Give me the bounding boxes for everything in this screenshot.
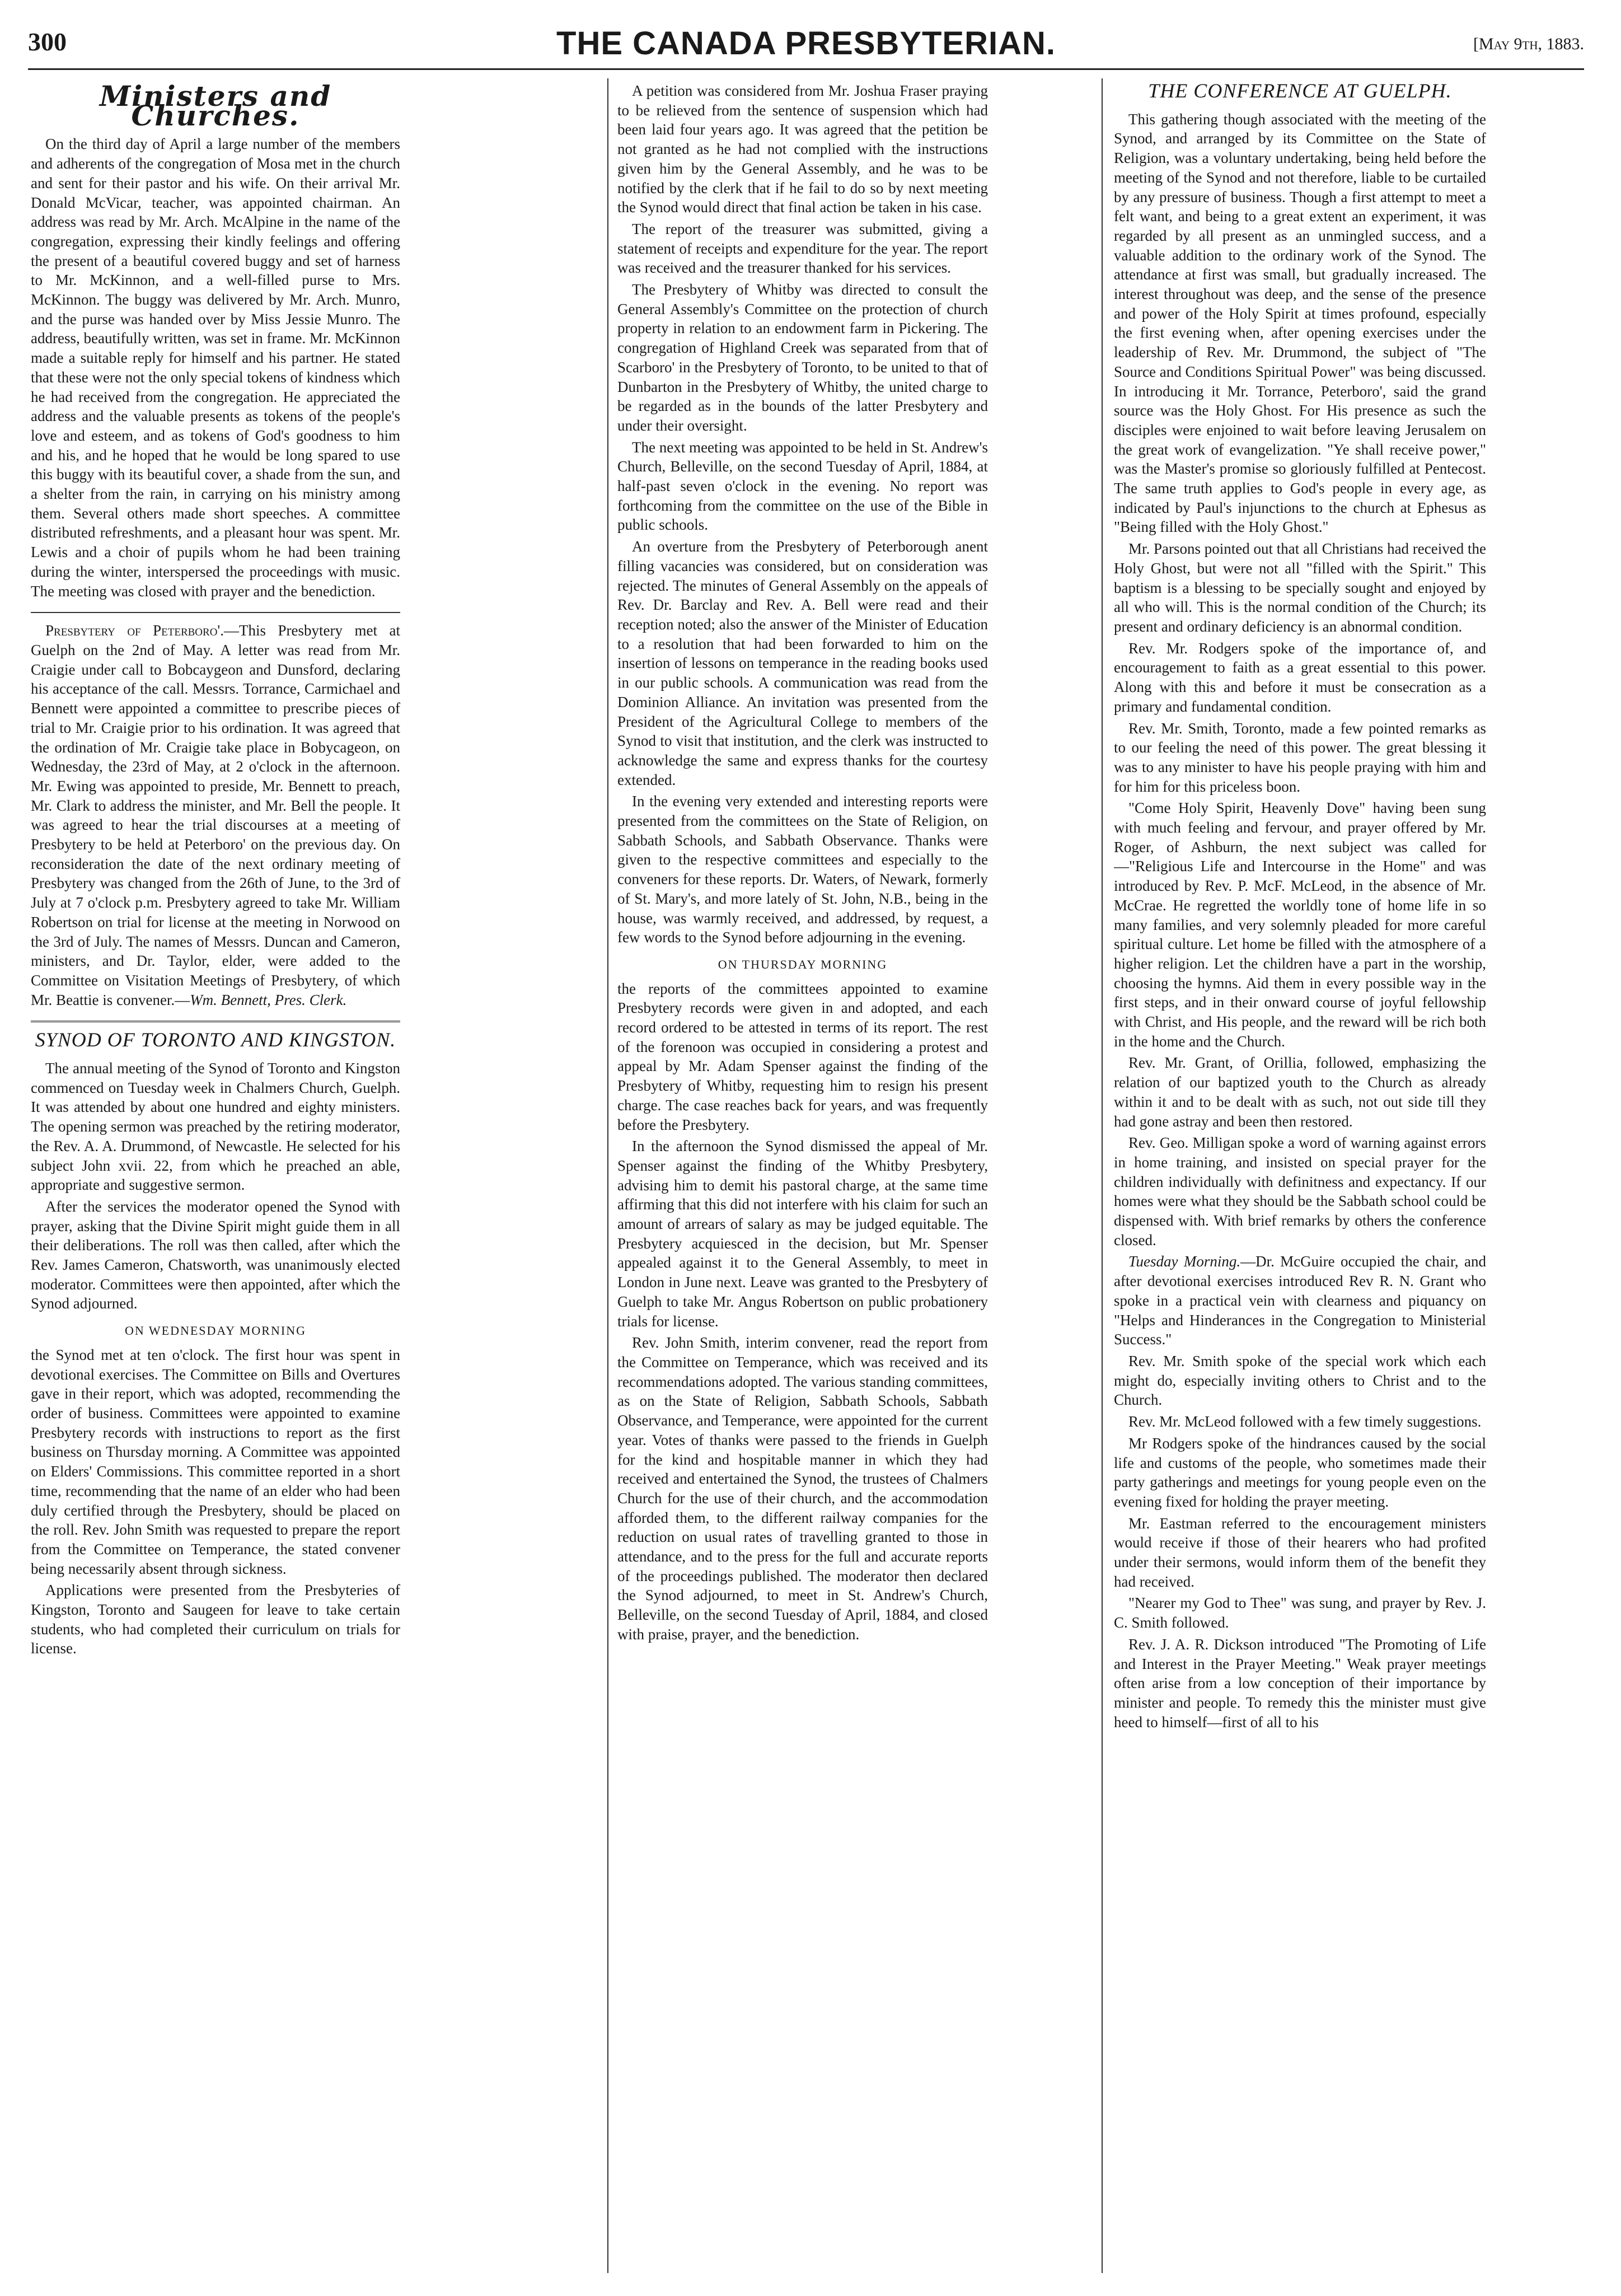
article-paragraph: Applications were presented from the Presbyteries of Kingston, Toronto and Saugeen for leave to take certain students, who had completed their curriculum on trials for license.	[31, 1582, 400, 1657]
article-paragraph: the Synod met at ten o'clock. The first hour was spent in devotional exercises. The Committee on Bills and Overtures gave in their report, which was adopted, recommending the order of business. Committees were appointed to examine Presbytery records with instructions to report as the first business on Thursday morning. A Committee was appointed on Elders' Commissions. This committee reported in a short time, recommending that the name of an elder who had been duly certified through the Presbytery, should be placed on the roll. Rev. John Smith was requested to prepare the report from the Committee on Temperance, the stated convener being necessarily absent through sickness.	[31, 1346, 400, 1577]
article-paragraph: After the services the moderator opened the Synod with prayer, asking that the Divine Spirit might guide them in all their deliberations. The roll was then called, after which the Rev. James Cameron, Chatsworth, was unanimously elected moderator. Committees were then appointed, after which the Synod adjourned.	[31, 1198, 400, 1312]
page-number: 300	[28, 27, 67, 56]
article-paragraph: The next meeting was appointed to be held in St. Andrew's Church, Belleville, on the second Tuesday of April, 1884, at half-past seven o'clock in the evening. No report was forthcoming from the committee on the use of the Bible in public schools.	[617, 438, 988, 534]
article-paragraph: Mr. Eastman referred to the encouragement ministers would receive if those of their hearers who had profited under their sermons, would inform them of the benefit they had received.	[1114, 1514, 1486, 1590]
article-paragraph: In the evening very extended and interesting reports were presented from the committees on the State of Religion, on Sabbath Schools, and Sabbath Observance. Thanks were given to the respective committees and especially to the conveners for these reports. Dr. Waters, of Newark, formerly of St. Mary's, and more lately of St. John, N.B., being in the house, was warmly received, and addressed, by request, a few words to the Synod before adjourning in the evening.	[617, 793, 988, 946]
signature: Wm. Bennett, Pres. Clerk.	[190, 991, 347, 1008]
paragraph-lead: Tuesday Morning.	[1128, 1253, 1241, 1270]
article-paragraph: Rev. Mr. Smith, Toronto, made a few pointed remarks as to our feeling the need of this power. The great blessing it was to any minister to have his people praying with him and for him for this priceless boon.	[1114, 719, 1486, 795]
article-paragraph: On the third day of April a large number of the members and adherents of the congregation of Mosa met in the church and sent for their pastor and his wife. On their arrival Mr. Donald McVicar, teacher, was appointed chairman. An address was read by Mr. Arch. McAlpine in the name of the congregation, expressing their kindly feelings and offering the present of a beautiful covered buggy and set of harness to Mr. McKinnon, and a well-filled purse to Mrs. McKinnon. The buggy was delivered by Mr. Arch. Munro, and the purse was handed over by Miss Jessie Munro. The address, beautifully written, was set in frame. Mr. McKinnon made a suitable reply for himself and his partner. He stated that these were not the only special tokens of kindness which he had received from the congregation. He appreciated the address and the valuable presents as tokens of the people's love and esteem, and as tokens of God's goodness to him and his, and he hoped that he would be long spared to use this buggy with its beautiful cover, a shade from the sun, and a shelter from the rain, in carrying on his ministry among them. Several others made short speeches. A committee distributed refreshments, and a pleasant hour was spent. Mr. Lewis and a choir of pupils whom he had been training during the winter, interspersed the proceedings with music. The meeting was closed with prayer and the benediction.	[31, 135, 400, 600]
article-paragraph: The annual meeting of the Synod of Toronto and Kingston commenced on Tuesday week in Chalmers Church, Guelph. It was attended by about one hundred and eighty ministers. The opening sermon was preached by the retiring moderator, the Rev. A. A. Drummond, of Newcastle. He selected for his subject John xvii. 22, from which he preached an able, appropriate and suggestive sermon.	[31, 1060, 400, 1194]
masthead	[28, 22, 1584, 67]
article-paragraph: The report of the treasurer was submitted, giving a statement of receipts and expenditure for the year. The report was received and the treasurer thanked for his services.	[617, 220, 988, 277]
article-paragraph: Rev. J. A. R. Dickson introduced "The Promoting of Life and Interest in the Prayer Meeting." Weak prayer meetings often arise from a low conception of their importance by minister and people. To remedy this the minister must give heed to himself—first of all to his	[1114, 1635, 1486, 1731]
paragraph-body: —Dr. McGuire occupied the chair, and after devotional exercises introduced Rev R. N. Grant who spoke in a practical vein with clearness and piquancy on "Helps and Hinderances in the Congregation to Ministerial Success."	[1114, 1253, 1486, 1348]
article-paragraph: The Presbytery of Whitby was directed to consult the General Assembly's Committee on the protection of church property in relation to an endowment farm in Pickering. The congregation of Highland Creek was separated from that of Scarboro' in the Presbytery of Toronto, to be united to that of Dunbarton in the Presbytery of Whitby, the united charge to be regarded as in the bounds of the latter Presbytery and under their oversight.	[617, 281, 988, 434]
column-1	[31, 81, 400, 2265]
article-paragraph: Mr Rodgers spoke of the hindrances caused by the social life and customs of the people, who sometimes made their party gatherings and meetings for young people even on the evening fixed for holding the prayer meeting.	[1114, 1434, 1486, 1510]
article-paragraph: "Come Holy Spirit, Heavenly Dove" having been sung with much feeling and fervour, and prayer offered by Mr. Roger, of Ashburn, the next subject was called for—"Religious Life and Intercourse in the Home" and was introduced by Rev. P. McF. McLeod, in the absence of Mr. McCrae. He regretted the worldly tone of home life in so many families, and very solemnly pleaded for more careful spiritual culture. Let home be filled with the atmosphere of a higher religion. Let the children have a part in the worship, choosing the hymns. Aid them in every possible way in the first steps, and in their onward course of joyful fellowship with Christ, and His people, and the reward will be rich both in the home and the Church.	[1114, 799, 1486, 1050]
masthead-rule	[28, 68, 1584, 70]
article-paragraph: Rev. John Smith, interim convener, read the report from the Committee on Temperance, which was received and its recommendations adopted. The various standing committees, as on the State of Religion, Sabbath Schools, Sabbath Observance, and Temperance, were appointed for the current year. Votes of thanks were passed to the friends in Guelph for the kind and hospitable manner in which they had received and entertained the Synod, the trustees of Chalmers Church for the use of their church, and the accommodation afforded them, to the different railway companies for the reduction on usual rates of travelling granted to those in attendance, and to the press for the full and accurate reports of the proceedings published. The moderator then declared the Synod adjourned, to meet in St. Andrew's Church, Belleville, on the second Tuesday of April, 1884, and closed with praise, prayer, and the benediction.	[617, 1334, 988, 1643]
article-paragraph: Rev. Mr. Grant, of Orillia, followed, emphasizing the relation of our baptized youth to the Church as already within it and to be dealt with as such, not out side till they had gone astray and been then restored.	[1114, 1054, 1486, 1130]
issue-date: [May 9th, 1883.	[1473, 35, 1584, 53]
paragraph-body: —This Presbytery met at Guelph on the 2nd of May. A letter was read from Mr. Craigie under call to Bobcaygeon and Dunsford, declaring his acceptance of the call. Messrs. Torrance, Carmichael and Bennett were appointed a committee to prescribe pieces of trial to Mr. Craigie prior to his ordination. It was agreed that the ordination of Mr. Craigie take place in Bobycageon, on Wednesday, the 23rd of May, at 2 o'clock in the afternoon. Mr. Ewing was appointed to preside, Mr. Bennett to preach, Mr. Clark to address the minister, and Mr. Bell the people. It was agreed to hear the trial discourses at a meeting of Presbytery to be held at Peterboro' on the previous day. On reconsideration the date of the next ordinary meeting of Presbytery was changed from the 26th of June, to the 3rd of July at 7 o'clock p.m. Presbytery agreed to take Mr. William Robertson on trial for license at the meeting in Norwood on the 3rd of July. The names of Messrs. Duncan and Cameron, ministers, and Dr. Taylor, elder, were added to the Committee on Visitation Meetings of Presbytery, of which Mr. Beattie is convener.—	[31, 622, 400, 1008]
article-paragraph: In the afternoon the Synod dismissed the appeal of Mr. Spenser against the finding of the Whitby Presbytery, advising him to demit his pastoral charge, at the same time affirming that this did not interfere with his claim for such an amount of arrears of salary as may be judged equitable. The Presbytery acquiesced in the decision, but Mr. Spenser appealed against it to the General Assembly, to meet in London in June next. Leave was granted to the Presbytery of Guelph to take Mr. Angus Robertson on public probationery trials for license.	[617, 1138, 988, 1330]
article-paragraph: Rev. Mr. Smith spoke of the special work which each might do, especially inviting others to Christ and to the Church.	[1114, 1353, 1486, 1409]
divider	[31, 1021, 400, 1025]
subheading: ON WEDNESDAY MORNING	[125, 1324, 306, 1338]
article-paragraph	[1114, 1252, 1486, 1349]
article-paragraph: "Nearer my God to Thee" was sung, and prayer by Rev. J. C. Smith followed.	[1114, 1594, 1486, 1631]
article-paragraph: the reports of the committees appointed to examine Presbytery records were given in and adopted, and each record ordered to be attested in terms of its report. The rest of the forenoon was occupied in considering a protest and appeal by Mr. Adam Spenser against the finding of the Presbytery of Whitby, requesting him to resign his present charge. The case reaches back for years, and was frequently before the Presbytery.	[617, 980, 988, 1133]
article-paragraph: An overture from the Presbytery of Peterborough anent filling vacancies was considered, but on consideration was rejected. The minutes of General Assembly on the appeals of Rev. Dr. Barclay and Rev. A. Bell were read and their reception noted; also the answer of the Minister of Education to a resolution that had been forwarded to him on the insertion of lessons on temperance in the reading books used in our public schools. A communication was read from the Dominion Alliance. An invitation was presented from the President of the Agricultural College to members of the Synod to visit that institution, and the clerk was instructed to acknowledge the same and express thanks for the courtesy extended.	[617, 538, 988, 788]
article-paragraph: Mr. Parsons pointed out that all Christians had received the Holy Ghost, but were not all "filled with the Spirit." This baptism is a blessing to be specially sought and enjoyed by all who will. This is the normal condition of the Church; its present and ordinary deficiency is an abnormal condition.	[1114, 540, 1486, 635]
column-divider	[1102, 78, 1103, 2273]
article-paragraph: Rev. Mr. Rodgers spoke of the importance of, and encouragement to faith as a great essential to this power. Along with this and before it must be consecration as a primary and fundamental condition.	[1114, 639, 1486, 715]
column-2	[617, 81, 988, 2265]
column-divider	[607, 78, 608, 2273]
newspaper-title: THE CANADA PRESBYTERIAN.	[556, 25, 1056, 62]
article-paragraph: A petition was considered from Mr. Joshua Fraser praying to be relieved from the sentence of suspension which had been laid four years ago. It was agreed that the petition be not granted as he had not complied with the instructions given him by the General Assembly, and he was to be notified by the clerk that if he fail to do so by next meeting the Synod would direct that final action be taken in his case.	[617, 82, 988, 216]
paragraph-lead: Presbytery of Peterboro'.	[45, 622, 224, 639]
article-heading: THE CONFERENCE AT GUELPH.	[1148, 81, 1452, 102]
divider	[31, 612, 400, 613]
section-title: Ministers and Churches.	[99, 81, 332, 132]
article-paragraph	[31, 621, 400, 1009]
article-paragraph: This gathering though associated with the meeting of the Synod, and arranged by its Committee on the State of Religion, was a voluntary undertaking, being held before the meeting of the Synod and not therefore, liable to be curtailed by any pressure of business. Though a first attempt to meet a felt want, and being to a great extent an experiment, it was regarded by all present as an unmingled success, and a valuable addition to the ordinary work of the Synod. The attendance at first was small, but gradually increased. The interest throughout was deep, and the sense of the presence and power of the Holy Spirit at times profound, especially the first evening when, after opening exercises under the leadership of Rev. Mr. Drummond, the subject of "The Source and Conditions Spiritual Power" was being discussed. In introducing it Mr. Torrance, Peterboro', said the grand source was the Holy Ghost. For His presence as such the disciples were enjoined to wait before leaving Jerusalem on the great work of evangelization. "Ye shall receive power," was the Master's promise so gloriously fulfilled at Pentecost. The same truth applies to God's people in every age, as indicated by Paul's injunctions to the church at Ephesus as "Being filled with the Holy Ghost."	[1114, 110, 1486, 536]
article-paragraph: Rev. Mr. McLeod followed with a few timely suggestions.	[1128, 1413, 1482, 1430]
subheading: ON THURSDAY MORNING	[718, 957, 888, 971]
article-heading: SYNOD OF TORONTO AND KINGSTON.	[35, 1028, 396, 1051]
column-3	[1114, 81, 1486, 2265]
article-paragraph: Rev. Geo. Milligan spoke a word of warning against errors in home training, and insisted on special prayer for the children individually with definitness and expectancy. If our homes were what they should be the Sabbath school could be dispensed with. With brief remarks by others the conference closed.	[1114, 1134, 1486, 1248]
